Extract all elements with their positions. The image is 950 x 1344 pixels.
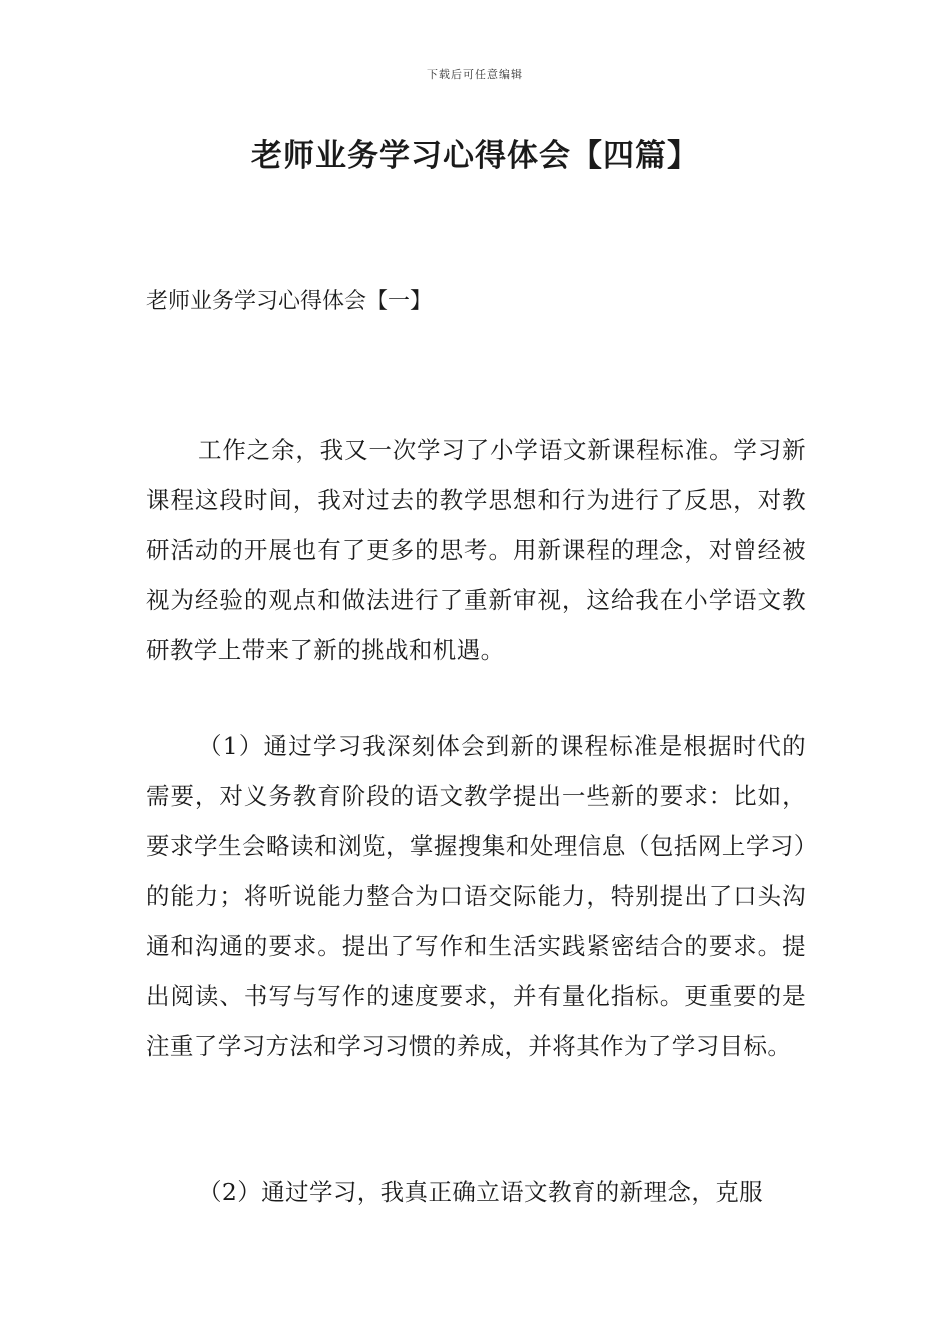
header-note: 下载后可任意编辑 <box>427 68 523 81</box>
body-paragraph: （2）通过学习，我真正确立语文教育的新理念，克服 <box>198 1178 764 1206</box>
document-title: 老师业务学习心得体会【四篇】 <box>251 138 699 174</box>
body-paragraph: （1）通过学习我深刻体会到新的课程标准是根据时代的需要，对义务教育阶段的语文教学提出一些新的要求：比如，要求学生会略读和浏览，掌握搜集和处理信息（包括网上学习）的能力；将听说能力整合为口语交际能力，特别提出了口头沟通和沟通的要求。提出了写作和生活实践紧密结合的要求。提出阅读、书写与写作的速度要求，并有量化指标。更重要的是注重了学习方法和学习习惯的养成，并将其作为了学习目标。 <box>146 732 806 1060</box>
section-heading: 老师业务学习心得体会【一】 <box>146 289 433 314</box>
body-paragraph: 工作之余，我又一次学习了小学语文新课程标准。学习新课程这段时间，我对过去的教学思想和行为进行了反思，对教研活动的开展也有了更多的思考。用新课程的理念，对曾经被视为经验的观点和做法进行了重新审视，这给我在小学语文教研教学上带来了新的挑战和机遇。 <box>146 436 806 664</box>
